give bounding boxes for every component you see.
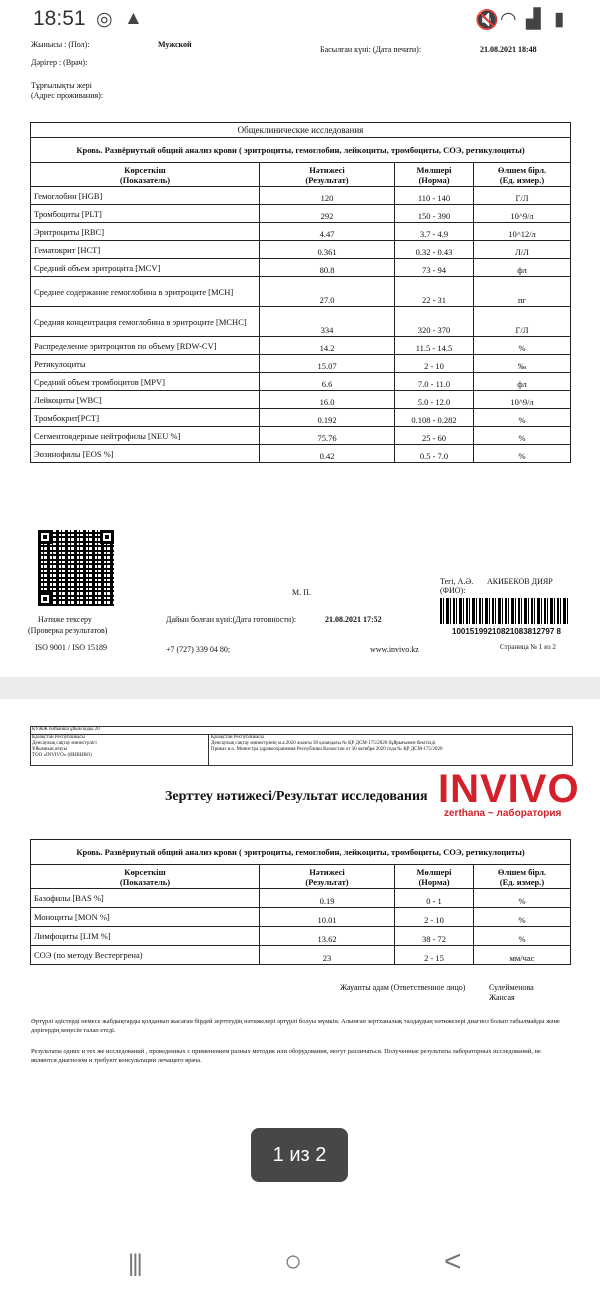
cell-norm: 2 - 10 [395, 908, 474, 927]
cell-norm: 110 - 140 [395, 187, 474, 205]
col2-norm: Мөлшері (Норма) [395, 865, 474, 889]
table-title: Кровь. Развёрнутый общий анализ крови ( эритроциты, гемоглобин, лейкоциты, тромбоциты, СОЭ, ретикулоциты) [31, 138, 571, 163]
website-link[interactable]: www.invivo.kz [370, 645, 419, 654]
table-row [31, 187, 571, 205]
instagram-icon: ◎ [96, 9, 113, 30]
invivo-logo-subtitle: zerthana ~ лаборатория [444, 808, 562, 819]
document-page-1[interactable] [0, 40, 600, 677]
cell-norm: 73 - 94 [395, 259, 474, 277]
sample-barcode [440, 598, 570, 624]
recents-button[interactable]: ||| [128, 1250, 141, 1277]
cell-result: 80.8 [260, 259, 395, 277]
table-row [31, 337, 571, 355]
doctor-label: Дәрігер : (Врач): [31, 58, 88, 67]
gender-value: Мужской [158, 40, 192, 49]
cell-name: Базофилы [BAS %] [31, 889, 260, 908]
table-row [31, 241, 571, 259]
cell-name: Среднее содержание гемоглобина в эритроците [MCH] [31, 277, 260, 307]
document-page-2[interactable] [0, 699, 600, 1119]
col-unit: Өлшем бірл. (Ед. измер.) [474, 163, 571, 187]
cell-name: Средний объем тромбоцитов [MPV] [31, 373, 260, 391]
ready-date-value: 21.08.2021 17:52 [325, 615, 382, 624]
cell-norm: 22 - 31 [395, 277, 474, 307]
cell-name: Лимфоциты [LIM %] [31, 927, 260, 946]
cell-norm: 5.0 - 12.0 [395, 391, 474, 409]
cell-result: 27.0 [260, 277, 395, 307]
verification-qr-code[interactable] [38, 530, 114, 606]
cell-name: Гемоглобин [HGB] [31, 187, 260, 205]
form-code: КУЖЖ бойынша ұйым коды 20 [32, 727, 100, 732]
responsible-label: Жауапты адам (Ответственное лицо) [340, 983, 466, 992]
cell-unit: 10^9/л [474, 205, 571, 223]
cell-unit: фл [474, 259, 571, 277]
cell-norm: 3.7 - 4.9 [395, 223, 474, 241]
col-result: Нәтижесі (Результат) [260, 163, 395, 187]
print-date-value: 21.08.2021 18:48 [480, 45, 537, 54]
table-row [31, 409, 571, 427]
table-row [31, 946, 571, 965]
ready-date-label: Дайын болған күні:(Дата готовности): [166, 615, 297, 624]
performer-label: Тегі, А.Ә. [440, 577, 474, 586]
cell-unit: мм/час [474, 946, 571, 965]
cell-unit: Г/Л [474, 187, 571, 205]
cell-result: 0.361 [260, 241, 395, 259]
table-row [31, 373, 571, 391]
page-indicator: 1 из 2 [251, 1128, 348, 1182]
table-row [31, 889, 571, 908]
cell-result: 10.01 [260, 908, 395, 927]
cell-result: 15.07 [260, 355, 395, 373]
cell-unit: Г/Л [474, 307, 571, 337]
cell-norm: 0.5 - 7.0 [395, 445, 474, 463]
cell-unit: фл [474, 373, 571, 391]
cell-norm: 2 - 10 [395, 355, 474, 373]
table-row [31, 259, 571, 277]
header-right-line-1: Қазақстан Республикасы [211, 735, 264, 740]
cell-norm: 0.108 - 0.282 [395, 409, 474, 427]
cell-unit: ‰ [474, 355, 571, 373]
cell-result: 13.62 [260, 927, 395, 946]
cell-unit: % [474, 927, 571, 946]
cell-unit: 10^12/л [474, 223, 571, 241]
page-number: Страница № 1 из 2 [500, 643, 556, 651]
cell-name: Средняя концентрация гемоглобина в эритроците [MCHC] [31, 307, 260, 337]
back-button[interactable]: < [444, 1245, 462, 1278]
status-bar [0, 0, 600, 40]
note-russian: Результаты одних и тех же исследований , проведенных с применением разных методик или оборудования, могут различаться. Полученные результаты лабораторных исследований, не являются диагнозом и требуют консультации лечащего врача. [31, 1048, 541, 1064]
header-left-line-4: ТОО «INVIVO» (ИНВИВО) [32, 753, 92, 758]
cell-name: Моноциты [MON %] [31, 908, 260, 927]
cell-result: 120 [260, 187, 395, 205]
col-norm: Мөлшері (Норма) [395, 163, 474, 187]
cell-unit: % [474, 409, 571, 427]
cell-name: Сегментоядерные нейтрофилы [NEU %] [31, 427, 260, 445]
cell-result: 0.42 [260, 445, 395, 463]
warning-icon: ▲ [124, 8, 143, 29]
col2-unit: Өлшем бірл. (Ед. измер.) [474, 865, 571, 889]
cell-name: Тромбокрит[PCT] [31, 409, 260, 427]
col2-result: Нәтижесі (Результат) [260, 865, 395, 889]
header-left-line-2: Денсаулық сақтау министрлігі [32, 741, 97, 746]
barcode-number: 10015199210821083812797 8 [452, 627, 562, 636]
battery-icon: ▮ [554, 9, 565, 30]
table-row [31, 445, 571, 463]
blood-test-table-2 [30, 839, 571, 965]
performer-name: АКИБЕКОВ ДИЯР [487, 577, 553, 586]
table-row [31, 927, 571, 946]
cell-unit: 10^9/л [474, 391, 571, 409]
header-left-line-1: Қазақстан Республикасы [32, 735, 85, 740]
cell-norm: 38 - 72 [395, 927, 474, 946]
print-date-label: Басылған күні: (Дата печати): [320, 45, 422, 54]
cell-norm: 7.0 - 11.0 [395, 373, 474, 391]
cell-name: Гематокрит [HCT] [31, 241, 260, 259]
cell-result: 23 [260, 946, 395, 965]
cell-norm: 0 - 1 [395, 889, 474, 908]
document-title: Зерттеу нәтижесі/Результат исследования [165, 789, 428, 804]
header-left-line-3: Ұйымның атауы [32, 747, 67, 752]
cell-unit: % [474, 427, 571, 445]
table-row [31, 908, 571, 927]
table-row [31, 427, 571, 445]
cell-norm: 25 - 60 [395, 427, 474, 445]
cell-result: 0.19 [260, 889, 395, 908]
cell-result: 6.6 [260, 373, 395, 391]
status-time: 18:51 [33, 7, 86, 30]
cell-name: Тромбоциты [PLT] [31, 205, 260, 223]
page-gap [0, 677, 600, 699]
verify-label-kz: Нәтиже тексеру [38, 615, 92, 624]
verify-label-ru: (Проверка результатов) [28, 626, 108, 635]
cell-norm: 150 - 390 [395, 205, 474, 223]
cell-name: Ретикулоциты [31, 355, 260, 373]
table-row [31, 307, 571, 337]
iso-label: ISO 9001 / ISO 15189 [35, 643, 108, 652]
cell-name: Средний объем эритроцита [MCV] [31, 259, 260, 277]
cell-result: 0.192 [260, 409, 395, 427]
wifi-icon: ◠ [500, 9, 517, 30]
table-row [31, 355, 571, 373]
cell-norm: 320 - 370 [395, 307, 474, 337]
cell-result: 16.0 [260, 391, 395, 409]
col-indicator: Көрсеткіш (Показатель) [31, 163, 260, 187]
note-kazakh: Әртүрлі әдістерді немесе жабдықтарды қолданып жасаған бірдей зерттеудің нәтижелері әртүрлі болуы мүмкін. Алынған зертханалық талдаудың нәтижелері диагноз болып табылмайды және дәрігердің кеңесін талап етеді. [31, 1018, 560, 1034]
table-row [31, 277, 571, 307]
stamp-label: М. П. [292, 588, 311, 597]
header-right-line-3: Приказ и.о. Министра здравоохранения Республики Казахстан от 30 октября 2020 года № ҚР ДСМ-175/2020 [211, 747, 443, 752]
section-title: Общеклинические исследования [31, 123, 571, 138]
cell-unit: % [474, 908, 571, 927]
table-row [31, 391, 571, 409]
cell-unit: % [474, 445, 571, 463]
responsible-name: Сулейменова [489, 983, 534, 992]
cell-result: 292 [260, 205, 395, 223]
performer-label-ru: (ФИО): [440, 586, 466, 595]
address-label-kz: Тұрғылықты жері [31, 81, 92, 90]
table-row [31, 205, 571, 223]
cell-name: Эритроциты [RBC] [31, 223, 260, 241]
responsible-name-2: Жансая [489, 993, 515, 1002]
address-label-ru: (Адрес проживания): [31, 91, 104, 100]
cell-name: Распределение эритроцитов по объему [RDW-CV] [31, 337, 260, 355]
table2-title: Кровь. Развёрнутый общий анализ крови ( эритроциты, гемоглобин, лейкоциты, тромбоциты, СОЭ, ретикулоциты) [31, 840, 571, 865]
cell-name: Лейкоциты [WBC] [31, 391, 260, 409]
cell-unit: % [474, 889, 571, 908]
cell-result: 75.76 [260, 427, 395, 445]
cell-result: 4.47 [260, 223, 395, 241]
cell-name: Эозинофилы [EOS %] [31, 445, 260, 463]
gender-label: Жынысы : (Пол): [31, 40, 90, 49]
cell-norm: 0.32 - 0.43 [395, 241, 474, 259]
signal-icon: ▟ [526, 9, 541, 30]
col2-indicator: Көрсеткіш (Показатель) [31, 865, 260, 889]
cell-norm: 11.5 - 14.5 [395, 337, 474, 355]
cell-result: 334 [260, 307, 395, 337]
mute-icon: 🔇 [475, 10, 499, 31]
cell-result: 14.2 [260, 337, 395, 355]
invivo-logo: INVIVO [438, 767, 580, 811]
official-header-box [30, 726, 573, 766]
cell-norm: 2 - 15 [395, 946, 474, 965]
cell-unit: Л/Л [474, 241, 571, 259]
cell-name: СОЭ (по методу Вестергрена) [31, 946, 260, 965]
cell-unit: пг [474, 277, 571, 307]
header-right-line-2: Денсаулық сақтау министрінің м.а.2020 жылғы 30 қазандағы № ҚР ДСМ-175/2020 бұйрығымен бекітілді [211, 741, 436, 746]
cell-unit: % [474, 337, 571, 355]
blood-test-table [30, 122, 571, 463]
phone-number: +7 (727) 339 04 80; [166, 645, 231, 654]
home-button[interactable]: ○ [284, 1245, 303, 1278]
table-row [31, 223, 571, 241]
